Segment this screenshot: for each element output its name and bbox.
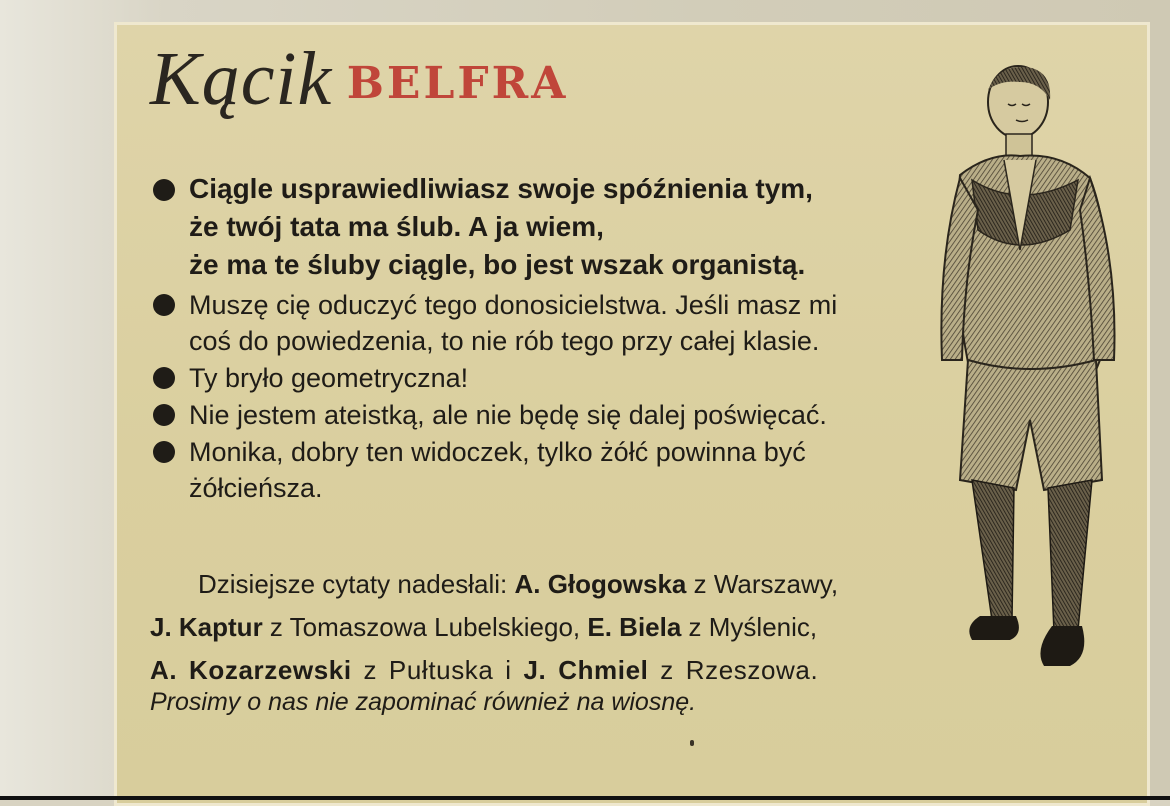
credits-line <box>150 606 980 649</box>
credits-intro: Dzisiejsze cytaty nadesłali: <box>198 569 515 599</box>
contributor-place: z Myślenic, <box>681 612 818 642</box>
bullet-icon <box>153 441 175 463</box>
quote-item <box>152 287 942 359</box>
quote-item <box>152 434 942 506</box>
closing-note: Prosimy o nas nie zapominać również na wiosnę. <box>150 688 697 716</box>
bullet-icon <box>153 179 175 201</box>
quote-line: Ty bryło geometryczna! <box>189 363 469 393</box>
quote-line: żółcieńsza. <box>189 473 323 503</box>
quote-line: Nie jestem ateistką, ale nie będę się dalej poświęcać. <box>189 400 827 430</box>
contributor-place: z Rzeszowa. <box>648 655 819 685</box>
quote-line: Ciągle usprawiedliwiasz swoje spóźnienia tym, <box>189 173 813 204</box>
credits <box>150 563 980 692</box>
contributor-name: J. Chmiel <box>523 655 649 685</box>
credits-line <box>150 563 980 606</box>
quote-line: Muszę cię oduczyć tego donosicielstwa. Jeśli masz mi <box>189 290 838 320</box>
contributor-name: A. Kozarzewski <box>150 655 352 685</box>
quote-list <box>152 170 942 507</box>
column-title <box>150 36 568 123</box>
contributor-place: z Pułtuska i <box>351 655 524 685</box>
quote-item <box>152 170 942 284</box>
title-script: Kącik <box>150 37 333 121</box>
ink-speck <box>690 740 694 746</box>
schoolboy-illustration <box>920 60 1130 680</box>
credits-line <box>150 649 980 692</box>
bullet-icon <box>153 294 175 316</box>
bullet-icon <box>153 367 175 389</box>
contributor-name: E. Biela <box>587 612 682 642</box>
contributor-place: z Tomaszowa Lubelskiego, <box>262 612 588 642</box>
quote-line: coś do powiedzenia, to nie rób tego przy całej klasie. <box>189 326 820 356</box>
quote-line: że twój tata ma ślub. A ja wiem, <box>189 211 604 242</box>
contributor-name: A. Głogowska <box>514 569 687 599</box>
title-bold: BELFRA <box>346 58 569 109</box>
contributor-name: J. Kaptur <box>150 612 263 642</box>
quote-line: Monika, dobry ten widoczek, tylko żółć powinna być <box>189 437 806 467</box>
contributor-place: z Warszawy, <box>686 569 839 599</box>
bullet-icon <box>153 404 175 426</box>
quote-item <box>152 360 942 396</box>
quote-line: że ma te śluby ciągle, bo jest wszak organistą. <box>189 249 806 280</box>
scan-edge <box>0 796 1170 800</box>
quote-item <box>152 397 942 433</box>
